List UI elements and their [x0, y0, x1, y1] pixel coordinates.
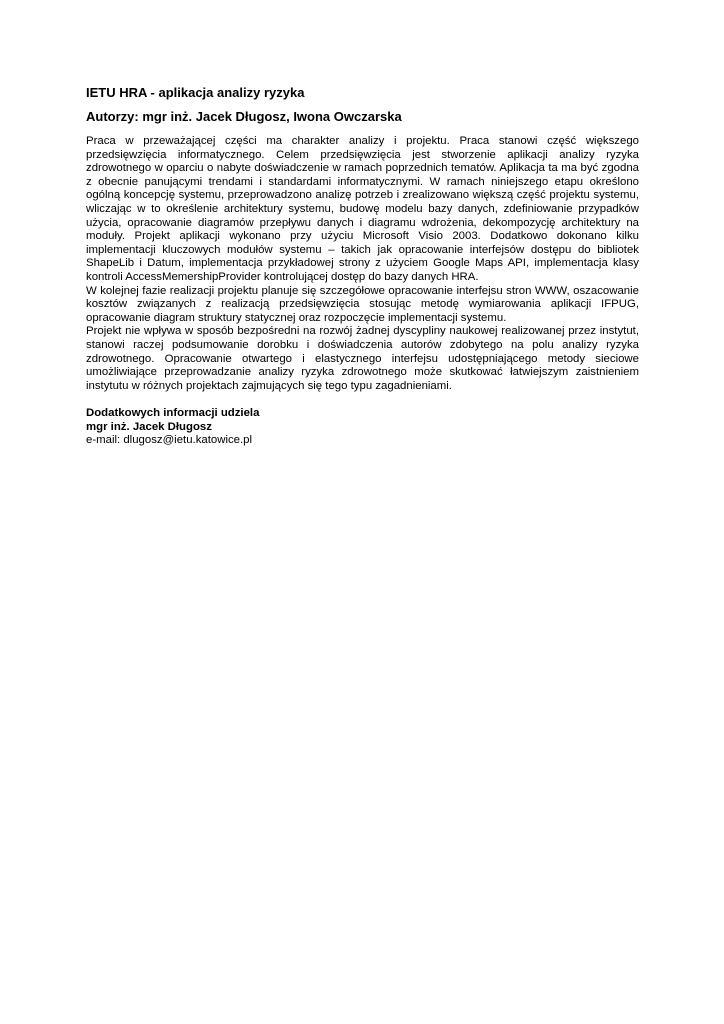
document-body	[86, 135, 639, 393]
document-page	[86, 84, 639, 448]
paragraph-1: Praca w przeważającej części ma charakter analizy i projektu. Praca stanowi część większego przedsięwzięcia informatycznego. Celem przedsięwzięcia jest stworzenie aplikacji analizy ryzyka zdrowotnego w oparciu o nabyte doświadczenie w ramach poprzednich tematów. Aplikacja ta ma być zgodna z obecnie panującymi trendami i standardami informatycznymi. W ramach niniejszego etapu określono ogólną koncepcję systemu, przeprowadzono analizę potrzeb i zrealizowano większą część projektu systemu, wliczając w to określenie architektury systemu, budowę modelu bazy danych, zdefiniowanie przypadków użycia, opracowanie diagramów przepływu danych i diagramu wdrożenia, dekompozycję architektury na moduły. Projekt aplikacji wykonano przy użyciu Microsoft Visio 2003. Dodatkowo dokonano kilku implementacji kluczowych modułów systemu – takich jak opracowanie interfejsów dostępu do bibliotek ShapeLib i Datum, implementacja przykładowej strony z użyciem Google Maps API, implementacja klasy kontroli AccessMemershipProvider kontrolującej dostęp do bazy danych HRA.	[86, 135, 639, 283]
contact-heading: Dodatkowych informacji udziela	[86, 407, 260, 420]
contact-email: e-mail: dlugosz@ietu.katowice.pl	[86, 434, 253, 447]
document-title: IETU HRA - aplikacja analizy ryzyka	[86, 85, 305, 100]
contact-block	[86, 407, 639, 448]
paragraph-3: Projekt nie wpływa w sposób bezpośredni na rozwój żadnej dyscypliny naukowej realizowanej przez instytut, stanowi raczej podsumowanie dorobku i doświadczenia autorów zdobytego na polu analizy ryzyka zdrowotnego. Opracowanie otwartego i elastycznego interfejsu udostępniającego metody sieciowe umożliwiające przeprowadzanie analizy ryzyka zdrowotnego może skutkować łatwiejszym zaistnieniem instytutu w różnych projektach zajmujących się tego typu zagadnieniami.	[86, 325, 639, 392]
paragraph-2: W kolejnej fazie realizacji projektu planuje się szczegółowe opracowanie interfejsu stron WWW, oszacowanie kosztów związanych z realizacją przedsięwzięcia stosując metodę wymiarowania aplikacji IFPUG, opracowanie diagram struktury statycznej oraz rozpoczęcie implementacji systemu.	[86, 284, 639, 324]
document-authors: Autorzy: mgr inż. Jacek Długosz, Iwona Owczarska	[86, 109, 402, 124]
contact-name: mgr inż. Jacek Długosz	[86, 420, 212, 433]
